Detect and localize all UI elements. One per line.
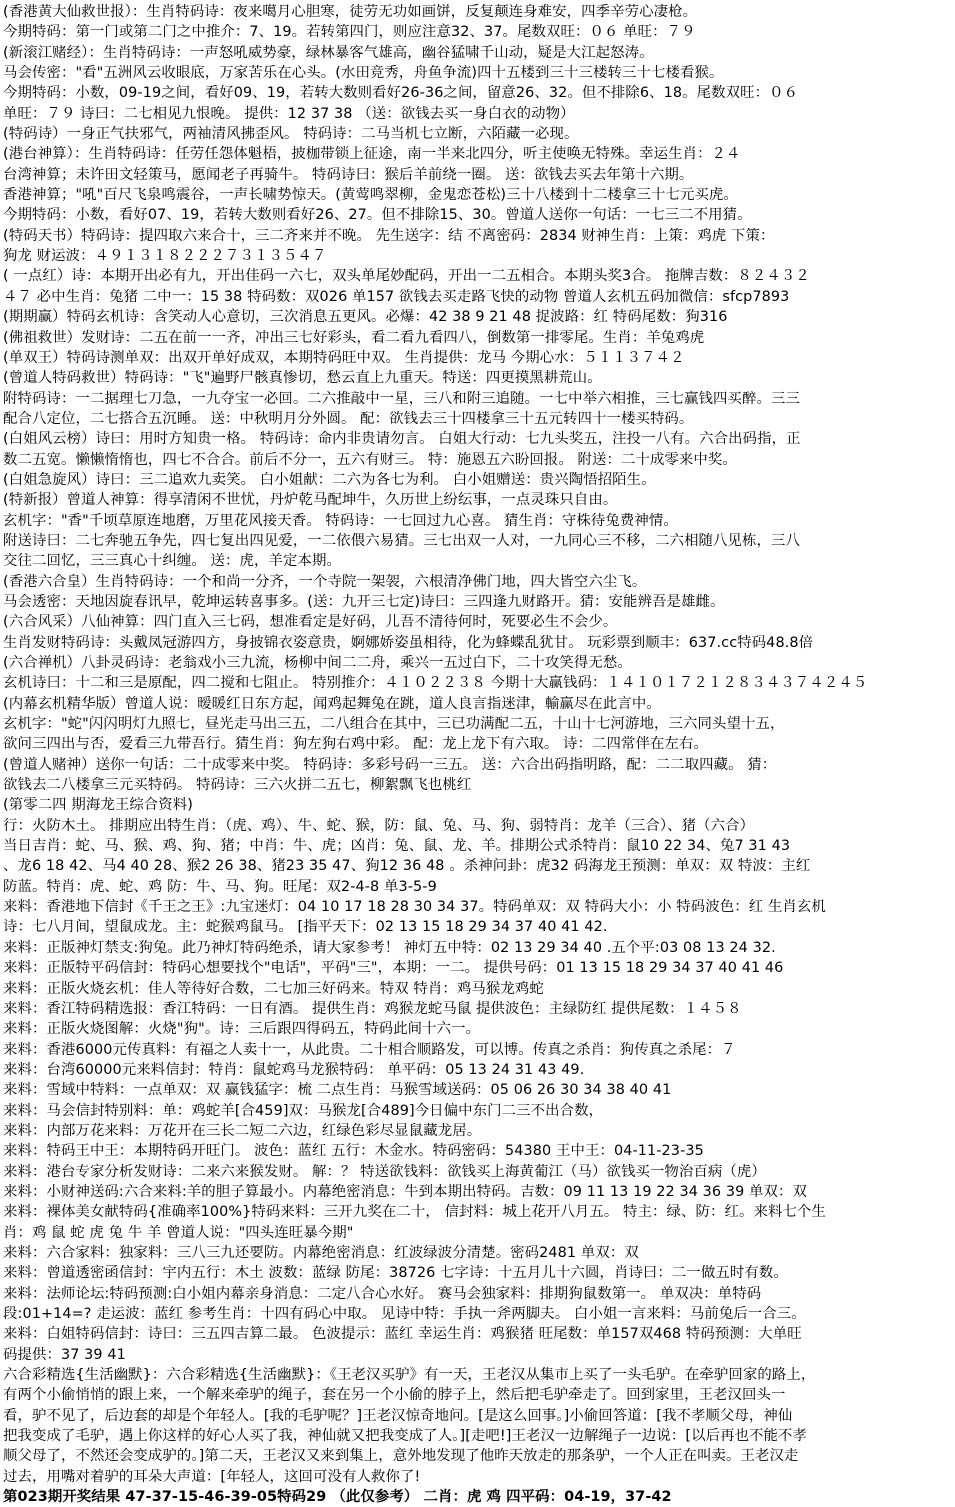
text-line: 有两个小偷悄悄的跟上来，一个解来牵驴的绳子，套在另一个小偷的脖子上，然后把毛驴牵走了。回到家里，王老汉回头一 (3, 1387, 786, 1404)
text-line: 数二五宽。懒懒惰惰也，四七不合合。前后不分一，五六有财三。 特：施恩五六盼回报。 附送：二十成零来中奖。 (3, 451, 737, 468)
text-line: (单双王）特码诗测单双：出双开单好成双，本期特码旺中双。 生肖提供：龙马 今期心水：５１１３７４２ (3, 349, 685, 366)
text-line: 当日吉肖：蛇、马、猴、鸡、狗、猪；中肖：牛、虎；凶肖：兔、鼠、龙、羊。排期公式杀特肖：鼠10 22 34、兔7 31 43 (3, 838, 791, 855)
text-line: 诗：七八月间，望鼠成龙。主：蛇猴鸡鼠马。 [指平天下：02 13 15 18 29 34 37 40 41 42. (3, 919, 608, 936)
text-line: 欲钱去二八楼拿三元买特码。 特码诗：三六火拼二五七，柳絮飘飞也桃红 (3, 777, 472, 794)
text-line: 来料：曾道透密函信封：宇内五行：木土 波数：蓝绿 防尾：38726 七字诗：十五月儿十六圆，肖诗曰：二一做五时有数。 (3, 1265, 788, 1282)
text-line: 来料：六合家料：独家料：三八三九还要防。内幕绝密消息：红波绿波分清楚。密码2481 单双：双 (3, 1244, 639, 1261)
text-line: (六合风采）八仙神算：四门直入三七码，想准看定是好码，儿吾不清待何时，死要必生不会少。 (3, 614, 618, 631)
text-line: 来料：台湾60000元来料信封：特肖：鼠蛇鸡马龙猴特码： 单平码：05 13 24 31 43 49. (3, 1061, 585, 1078)
text-line: 来料：正版火烧玄机：佳人等待好合数，二七加三好码来。特双 特肖：鸡马猴龙鸡蛇 (3, 980, 544, 997)
text-line: 来料：香港6000元传真料：有福之人卖十一，从此贵。二十相合顺路发，可以博。传真之杀肖：狗传真之杀尾：７ (3, 1041, 736, 1058)
text-line: 马会透密：天地因旋春讯早，乾坤运转喜事多。(送：九开三七定)诗曰：三四逢九财路开。猜：安能辨吾是雄雌。 (3, 593, 725, 610)
text-line: 生肖发财特码诗：头戴凤冠游四方，身披锦衣姿意贵，婀娜娇姿虽相待，化为蜂蝶乱犹甘。 玩彩票到顺丰：637.cc特码48.8倍 (3, 634, 814, 651)
text-line: (特新报）曾道人神算：得享清闲不世忧，丹炉乾马配坤牛，久历世上纷纭事，一点灵珠只自由。 (3, 492, 618, 509)
text-line: 狗龙 财运波：４９１３１８２２２７３１３５４７ (3, 248, 327, 265)
text-line: 欲问三四出与否，爱看三九带吾行。猜生肖：狗左狗右鸡中彩。 配：龙上龙下有六取。 诗：二四常伴在左右。 (3, 736, 708, 753)
text-line: (期期赢）特码玄机诗：含笑动人心意切，三次消息五更风。必爆：42 38 9 21 48 捉波路：红 特码尾数：狗316 (3, 309, 728, 326)
text-line: 玄机字："蛇"闪闪明灯九照七，昼光走马出三五，二八组合在其中，三已功满配二五，十山十七河游地，三六同头望十五， (3, 716, 785, 733)
text-line: 附特码诗：一二据理七刀急，一九夺宝一必回。二六推敲中一星，三八和附三追随。一七中举六相推，三七赢钱四买醉。三三 (3, 390, 800, 407)
text-line: (六合禅机）八卦灵码诗：老翁戏小三九流，杨柳中间二二舟，乘兴一五过白下，二十攻笑得无愁。 (3, 655, 632, 671)
text-line: (佛祖救世）发财诗：二五在前一一齐，冲出三七好彩头，看二看九看四八，倒数第一排零尾。生肖：羊兔鸡虎 (3, 329, 705, 346)
text-line: 来料：正版特平码信封：特码心想要找个"电话"，平码"三"，本期：一二。 提供号码：01 13 15 18 29 34 37 40 41 46 (3, 960, 784, 977)
text-line: (白姐风云榜）诗曰：用时方知贵一格。 特码诗：命内非贵请勿言。 白姐大行动：七九头奖五，注投一八有。六合出码指，正 (3, 431, 801, 448)
text-line: (白姐急旋风）诗曰：三二追欢九卖笑。 白小姐献：二六为各七为利。 白小姐赠送：贵兴陶悟招陌生。 (3, 471, 656, 488)
text-line: 来料：特码王中王：本期特码开旺门。 波色：蓝红 五行：木金水。特码密码：54380 王中王：04-11-23-35 (3, 1143, 704, 1160)
text-line: 来料：马会信封特别料：单：鸡蛇羊[合459]双：马猴龙[合489]今日偏中东门二三不出合数， (3, 1102, 604, 1119)
text-line: (曾道人特码救世）特码诗："飞"遍野尸骸真惨切，愁云直上九重天。特送：四更摸黑耕荒山。 (3, 370, 602, 387)
text-line: 码提供：37 39 41 (3, 1346, 126, 1363)
text-line: 玄机字："香"千顷草原连地磨，万里花风接天香。 特码诗：一七回过九心喜。 猜生肖：守株待兔费神情。 (3, 512, 678, 529)
text-line: 今期特码：小数，09-19之间，看好09、19，若转大数则看好26-36之间，留意26、32。但不排除6、18。尾数双旺：０６ (3, 85, 799, 102)
text-line: 来料：雪域中特料：一点单双：双 赢钱猛字：梳 二点生肖：马猴雪域送码：05 06 26 30 34 38 40 41 (3, 1082, 672, 1099)
text-line: 附送诗曰：二七奔驰五争先，四七复出四见爱，一二依偎六易猜。三七出双一人对，一九同心三不移，二六相随八见栋，三八 (3, 532, 800, 549)
text-line: 、龙6 18 42、马4 40 28、猴2 26 38、猪23 35 47、狗12 36 48 。杀神问卦：虎32 码海龙王预测：单双：双 特波：主红 (3, 858, 811, 875)
text-line: 马会传密："看"五洲风云收眼底，万家苦乐在心头。(水田竞秀，舟鱼争流)四十五楼到三十三楼转三十七楼看猴。 (3, 65, 724, 82)
text-line: 来料：法师论坛:特码预测:白小姐内幕亲身消息：二定八合心水好。 赛马会独家料：排期狗鼠数第一。 单双决：单特码 (3, 1285, 762, 1302)
text-line: 过去，用嘴对着驴的耳朵大声道：[年轻人，这回可没有人救你了! (3, 1468, 421, 1485)
text-line: 防蓝。特肖：虎、蛇、鸡 防：牛、马、狗。旺尾：双2-4-8 单3-5-9 (3, 878, 437, 895)
text-line: 交往二回忆，三三真心十纠缠。 送：虎，羊定本期。 (3, 553, 341, 570)
text-line: (香港黄大仙救世报）：生肖特码诗：夜来噶月心胆寒，徒劳无功如画饼，反复颠连身难安，四季辛劳心凄枪。 (3, 4, 698, 20)
text-line: 香港神算；"吼"百尺飞泉鸣震谷，一声长啸势惊天。(黄莺鸣翠柳，金鬼恋苍松)三十八楼到十二楼拿三十七元买虎。 (3, 187, 738, 204)
text-line: ( 一点红）诗：本期开出必有九，开出佳码一六七，双头单尾妙配码，开出一二五相合。本期头奖3合。 拖牌吉数：８２４３２ (3, 268, 810, 285)
text-line: 段:01+14=? 走运波：蓝红 参考生肖：十四有码心中取。 见诗中特：手执一斧两脚夫。 白小姐一言来料：马前兔后一合三。 (3, 1306, 806, 1322)
text-line: (内幕玄机精华版）曾道人说：暧暖红日东方起，闻鸡起舞兔在跳，道人良言指迷津，輸赢尽在此言中。 (3, 695, 661, 712)
text-line: 把我变成了毛驴，遇上你这样的好心人买了我，神仙就又把我变成了人。][走吧!]王老汉一边解绳子一边说：[以后再也不能不孝 (3, 1428, 808, 1445)
text-line: (新滚江赌经）：生肖特码诗：一声怒吼威势豪，绿林暴客气雄高，幽谷猛啸千山动，疑是大江起怒涛。 (3, 44, 654, 61)
text-line: 单旺：７９ 诗曰：二七相见九恨晚。 提供：12 37 38 （送：欲钱去买一身白衣的动物） (3, 105, 575, 122)
text-line: 来料：正版火烧图解：火烧"狗"。诗：三后跟四得码五，特码此间十六一。 (3, 1021, 481, 1038)
text-line: 行：火防木土。 排期应出特生肖：（虎、鸡）、牛、蛇、猴，防：鼠、兔、马、狗、弱特肖：龙羊（三合）、猪（六合） (3, 817, 755, 834)
text-line: 来料：白姐特码信封：诗曰：三五四吉算二最。 色波提示：蓝红 幸运生肖：鸡猴猪 旺尾数：单157双468 特码预测：大单旺 (3, 1326, 802, 1343)
text-line: 来料：裸体美女献特码{准确率100%}特码来料：三开九奖在二十， 信封料：城上花开八月五。 特主：绿、防：红。来料七个生 (3, 1204, 826, 1221)
text-line: ４７ 必中生肖：兔猪 二中一：15 38 特码数：双026 单157 欲钱去买走路飞快的动物 曾道人玄机五码加微信：sfcp7893 (3, 288, 790, 305)
text-line: 台湾神算；未许田文轻策马，愿闻老子再骑牛。 特码诗曰：猴后羊前绕一圈。 送：欲钱去买去年第十六期。 (3, 166, 694, 183)
text-line: 肖：鸡 鼠 蛇 虎 兔 牛 羊 曾道人说："四头连旺暴今期" (3, 1224, 354, 1241)
text-line: 玄机诗曰：十二和三是原配，四二搅和七阻止。 特别推介：４１０２２３８ 今期十大赢钱码：１４１０１７２１２８３４３７４２４５ (3, 675, 868, 692)
text-line: 六合彩精选{生活幽默}：六合彩精选{生活幽默}：《王老汉买驴》有一天，王老汉从集市上买了一头毛驴。在牵驴回家的路上， (3, 1367, 816, 1384)
text-line: (特码诗）一身正气扶邪气，两袖清风拂歪风。 特码诗：二马当机七立断，六陌藏一必现。 (3, 126, 579, 143)
text-line: 顺父母了，不然还会变成驴的。]第二天，王老汉又来到集上，意外地发现了他昨天放走的那条驴，一个人正在叫卖。王老汉走 (3, 1448, 799, 1465)
text-line: 今期特码：小数，看好07、19，若转大数则看好26、27。但不排除15、30。曾道人送你一句话：一七三二不用猜。 (3, 207, 752, 224)
newspaper-sheet (3, 2, 952, 1506)
text-line: 来料：正版神灯禁支:狗兔。此乃神灯特码绝杀，请大家参考！ 神灯五中特：02 13 29 34 40 .五个平:03 08 13 24 32. (3, 939, 776, 956)
text-line: (香港六合皇）生肖特码诗：一个和尚一分齐，一个寺院一架袈，六根清净佛门地，四大皆空六尘飞。 (3, 573, 647, 590)
text-line: 来料：内部万花来料：万花开在三长二短二六边，红绿色彩尽显鼠藏龙居。 (3, 1122, 482, 1139)
text-line: 第023期开奖结果 47-37-15-46-39-05特码29 （此仅参考） 二肖：虎 鸡 四平码：04-19，37-42 (3, 1489, 672, 1506)
text-line: (特码天书）特码诗：提四取六来合十，三二齐来并不晚。 先生送字：结 不离密码：2834 财神生肖：上策：鸡虎 下策： (3, 227, 775, 244)
text-line: 今期特码：第一门或第二门之中推介：7、19。若转第四门，则应注意32、37。尾数双旺：０６ 单旺：７９ (3, 24, 696, 41)
text-line: (曾道人赌神）送你一句话：二十成零来中奖。 特码诗：多彩号码一三五。 送：六合出码指明路，配：二二取四藏。 猜： (3, 756, 777, 773)
text-line: 来料：香港地下信封《千王之王》:九宝迷灯：04 10 17 18 28 30 34 37。特码单双：双 特码大小：小 特码波色：红 生肖玄机 (3, 899, 826, 916)
text-line: 来料：香江特码精选报：香江特码：一日有酒。 提供生肖：鸡猴龙蛇马鼠 提供波色：主绿防红 提供尾数：１４５８ (3, 1000, 742, 1017)
text-line: (港台神算）：生肖特码诗：任劳任怨体魁梧，披枷带锁上征途，南一半来北四分，听主使唤无特殊。幸运生肖：２４ (3, 146, 741, 163)
text-line: 来料：小财神送码:六合来料:羊的胆子算最小。内幕绝密消息：牛到本期出特码。吉数：09 11 13 19 22 34 36 39 单双：双 (3, 1183, 807, 1200)
text-line: 看，驴不见了，后边套的却是个年轻人。[我的毛驴呢？]王老汉惊奇地问。[是这么回事。]小偷回答道：[我不孝顺父母，神仙 (3, 1407, 793, 1424)
text-line: 来料：港台专家分析发财诗：二来六来猴发财。 解：？ 特送欲钱料：欲钱买上海黄葡江（马）欲钱买一物治百病（虎） (3, 1163, 766, 1180)
text-line: (第零二四 期海龙王综合资料) (3, 797, 193, 814)
text-line: 配合八定位，二七搭合五沉睡。 送：中秋明月分外圆。 配：欲钱去三十四楼拿三十五元转四十一楼买特码。 (3, 410, 694, 427)
